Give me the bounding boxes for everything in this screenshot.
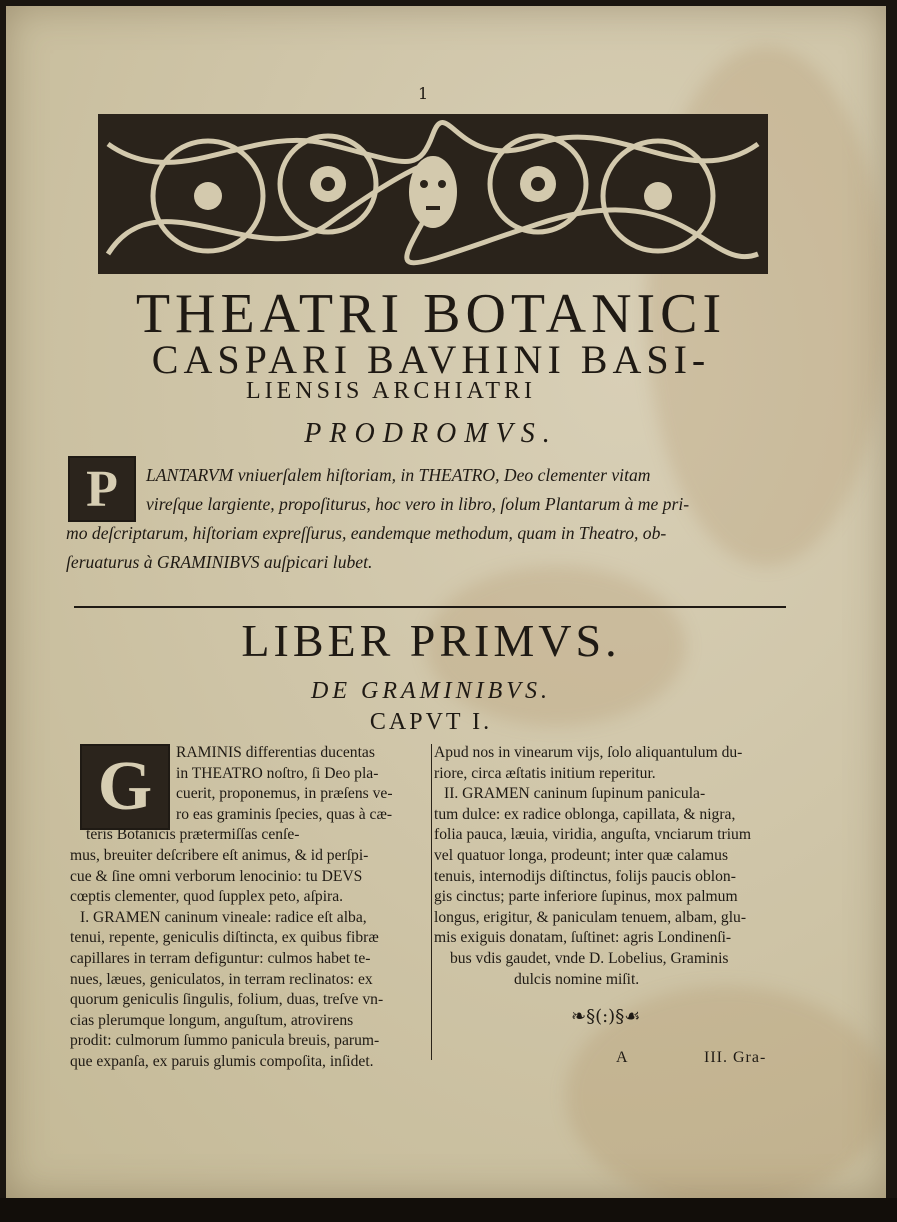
intro-line: ſeruaturus à GRAMINIBVS auſpicari lubet. <box>66 552 373 572</box>
text-line: teris Botanicis prætermiſſas cenſe- <box>86 826 300 844</box>
text-line: bus vdis gaudet, vnde D. Lobelius, Graminis <box>450 949 729 967</box>
text-line: riore, circa æſtatis initium reperitur. <box>434 764 656 782</box>
text-line: quorum geniculis ſingulis, folium, duas, treſve vn- <box>70 991 384 1009</box>
book-heading: LIBER PRIMVS. <box>241 615 621 666</box>
text-line: cue & ſine omni verborum lenocinio: tu DEVS <box>70 867 363 885</box>
title-line-3: LIENSIS ARCHIATRI <box>245 378 536 404</box>
text-line: RAMINIS differentias ducentas <box>176 744 375 761</box>
intro-line: vireſque largiente, propoſiturus, hoc vero in libro, ſolum Plantarum à me pri- <box>146 494 690 514</box>
text-line: prodit: culmorum ſummo panicula breuis, parum- <box>70 1032 380 1050</box>
text-line: cœptis clementer, quod ſupplex peto, aſpira. <box>70 888 344 906</box>
text-line: dulcis nomine miſit. <box>514 970 640 988</box>
intro-line: mo deſcriptarum, hiſtoriam expreſſurus, eandemque methodum, quam in Theatro, ob- <box>66 523 667 543</box>
text-line: ro eas graminis ſpecies, quas à cæ- <box>176 805 393 823</box>
subject-heading: DE GRAMINIBVS. <box>311 678 551 704</box>
text-line: nues, læues, geniculatos, in terram reclinatos: ex <box>70 970 373 988</box>
text-line: gis cinctus; parte inferiore ſupinus, mox palmum <box>434 888 738 906</box>
book-page <box>6 6 886 1198</box>
scan-background <box>0 1198 897 1222</box>
body-drop-cap: G <box>80 744 170 830</box>
title-line-1: THEATRI BOTANICI <box>135 283 727 345</box>
title-line-2: CASPARI BAVHINI BASI- <box>151 337 711 382</box>
text-line: tenui, repente, geniculis diſtincta, ex quibus fibræ <box>70 929 379 947</box>
intro-line: LANTARVM vniuerſalem hiſtoriam, in THEATRO, Deo clementer vitam <box>146 465 651 485</box>
text-line: que expanſa, ex paruis glumis compoſita, inſidet. <box>70 1052 374 1070</box>
text-line: in THEATRO noſtro, ſi Deo pla- <box>176 764 379 782</box>
intro-drop-cap: P <box>68 456 136 522</box>
fleuron-ornament: ❧§(:)§☙ <box>571 1006 641 1027</box>
text-line: capillares in terram defiguntur: culmos habet te- <box>70 949 371 967</box>
column-divider <box>431 744 432 1060</box>
text-line: vel quatuor longa, prodeunt; inter quæ calamus <box>434 846 729 864</box>
text-line: II. GRAMEN caninum ſupinum panicula- <box>444 785 706 803</box>
ornamental-headpiece <box>98 114 768 274</box>
text-line: tenuis, internodijs diſtinctus, folijs paucis oblon- <box>434 867 736 885</box>
text-line: mis exiguis donatam, ſuſtinet: agris Londinenſi- <box>434 929 732 947</box>
text-line: longus, erigitur, & paniculam tenuem, albam, glu- <box>434 908 747 926</box>
page-number: 1 <box>418 84 429 103</box>
text-line: tum dulce: ex radice oblonga, capillata, & nigra, <box>434 805 736 823</box>
chapter-heading: CAPVT I. <box>369 709 493 735</box>
title-line-4: PRODROMVS. <box>304 418 558 449</box>
catchword: III. Gra- <box>704 1049 767 1066</box>
text-line: mus, breuiter deſcribere eſt animus, & id perſpi- <box>70 846 369 864</box>
text-line: folia pauca, læuia, viridia, anguſta, vnciarum trium <box>434 826 751 844</box>
left-column <box>70 743 428 1073</box>
intro-paragraph <box>66 461 796 577</box>
horizontal-rule <box>74 606 786 608</box>
text-line: cuerit, proponemus, in præſens ve- <box>176 785 393 803</box>
right-column <box>434 743 790 990</box>
text-line: Apud nos in vinearum vijs, ſolo aliquantulum du- <box>434 744 743 761</box>
text-line: cias plerumque longum, anguſtum, atrovirens <box>70 1011 354 1029</box>
signature-mark: A <box>616 1049 628 1066</box>
text-line: I. GRAMEN caninum vineale: radice eſt alba, <box>80 908 367 926</box>
